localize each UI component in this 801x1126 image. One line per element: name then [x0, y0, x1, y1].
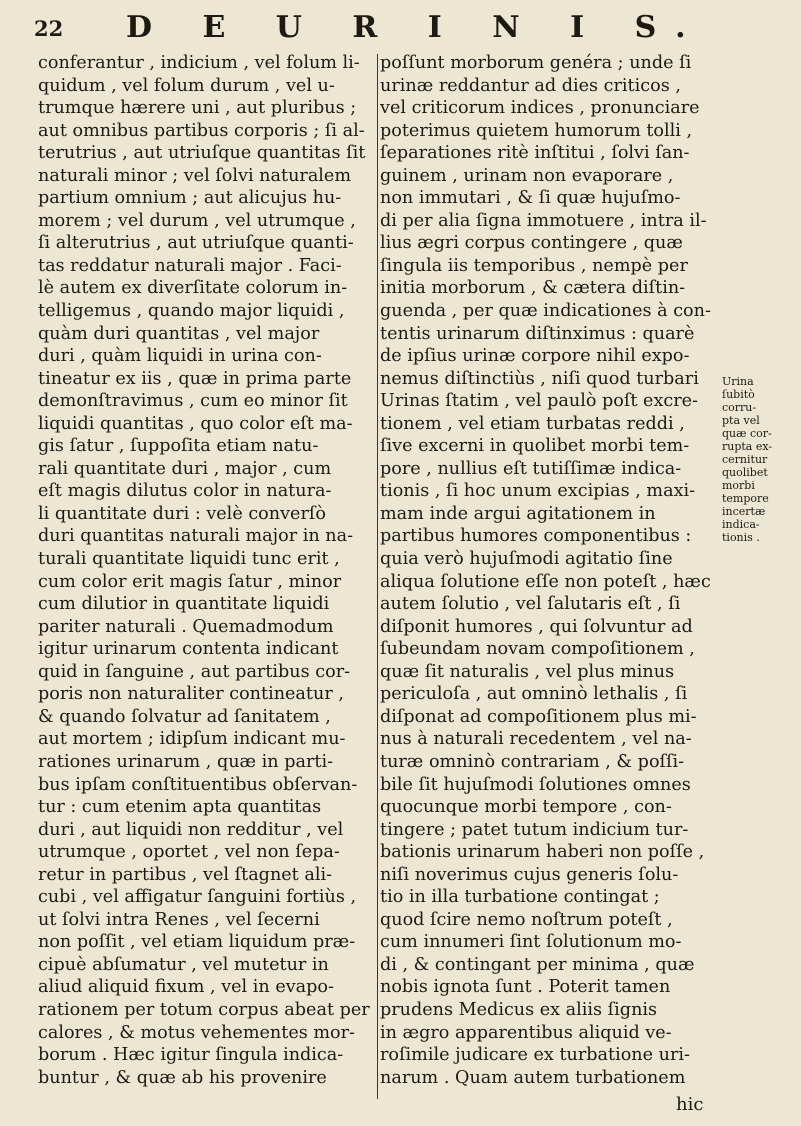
text-line: naturali minor ; vel ſolvi naturalem: [38, 165, 352, 186]
text-line: cum dilutior in quantitate liquidi: [38, 594, 330, 615]
text-line: non immutari , & ſi quæ hujuſmo-: [380, 188, 681, 209]
text-line: tentis urinarum diſtinximus : quarè: [380, 323, 695, 344]
text-line: quod ſcire nemo noſtrum poteſt ,: [380, 909, 673, 930]
text-line: rali quantitate duri , major , cum: [38, 458, 332, 479]
left-text-column: [38, 52, 374, 1089]
text-line: guinem , urinam non evaporare ,: [380, 165, 674, 186]
text-line: aut mortem ; idipſum indicant mu-: [38, 729, 346, 750]
text-line: borum . Hæc igitur ſingula indica-: [38, 1045, 344, 1066]
catchword: hic: [676, 1094, 704, 1115]
margin-note-line: quolibet: [722, 466, 768, 479]
text-line: prudens Medicus ex aliis ſignis: [380, 999, 658, 1020]
text-line: bile ſit hujuſmodi ſolutiones omnes: [380, 774, 691, 795]
text-line: tas reddatur naturali major . Faci-: [38, 255, 342, 276]
text-line: tur : cum etenim apta quantitas: [38, 797, 322, 818]
text-line: eſt magis dilutus color in natura-: [38, 481, 332, 502]
text-line: quocunque morbi tempore , con-: [380, 797, 672, 818]
margin-note-line: indica-: [722, 518, 760, 531]
text-line: utrumque , oportet , vel non ſepa-: [38, 842, 340, 863]
text-line: aut omnibus partibus corporis ; ſi al-: [38, 120, 365, 141]
text-line: duri , aut liquidi non redditur , vel: [38, 819, 344, 840]
text-line: poſſunt morborum genéra ; unde ſi: [380, 53, 692, 73]
text-line: Urinas ſtatim , vel paulò poſt excre-: [380, 391, 698, 412]
margin-note-line: tionis .: [722, 531, 760, 544]
text-line: ut ſolvi intra Renes , vel ſecerni: [38, 909, 320, 930]
text-line: tionis , ſi hoc unum excipias , maxi-: [380, 481, 696, 502]
text-line: urinæ reddantur ad dies criticos ,: [380, 75, 681, 96]
text-line: demonſtravimus , cum eo minor ſit: [38, 391, 348, 412]
text-line: roſimile judicare ex turbatione uri-: [380, 1045, 690, 1066]
margin-note-line: cernitur: [722, 453, 768, 466]
text-line: nobis ignota ſunt . Poterit tamen: [380, 977, 671, 998]
text-line: poris non naturaliter contineatur ,: [38, 684, 344, 705]
margin-note-line: tempore: [722, 492, 769, 505]
text-line: tionem , vel etiam turbatas reddi ,: [380, 413, 685, 434]
text-line: aliud aliquid fixum , vel in evapo-: [38, 977, 334, 998]
margin-note-line: morbi: [722, 479, 755, 492]
text-line: pore , nullius eſt tutiſſimæ indica-: [380, 458, 682, 479]
text-line: duri quantitas naturali major in na-: [38, 526, 354, 547]
text-line: quid in ſanguine , aut partibus cor-: [38, 661, 351, 682]
text-line: rationem per totum corpus abeat per: [38, 999, 370, 1020]
text-line: nemus diſtinctiùs , niſi quod turbari: [380, 368, 699, 389]
margin-note-line: quæ cor-: [722, 427, 772, 440]
right-text-column: [380, 52, 718, 1089]
text-line: igitur urinarum contenta indicant: [38, 639, 339, 660]
marginal-note: [722, 375, 792, 544]
text-line: retur in partibus , vel ſtagnet ali-: [38, 864, 333, 885]
text-line: ſingula iis temporibus , nempè per: [380, 255, 688, 276]
text-line: nus à naturali recedentem , vel na-: [380, 729, 692, 750]
text-line: partibus humores componentibus :: [380, 526, 692, 547]
margin-note-line: pta vel: [722, 414, 760, 427]
text-line: cipuè abſumatur , vel mutetur in: [38, 954, 329, 975]
text-line: rationes urinarum , quæ in parti-: [38, 751, 334, 772]
text-line: tio in illa turbatione contingat ;: [380, 887, 660, 908]
text-line: mam inde argui agitationem in: [380, 503, 656, 524]
text-line: buntur , & quæ ab his provenire: [38, 1067, 327, 1088]
text-line: liquidi quantitas , quo color eſt ma-: [38, 413, 353, 434]
text-line: initia morborum , & cætera diſtin-: [380, 278, 686, 299]
text-line: autem ſolutio , vel ſalutaris eſt , ſi: [380, 594, 681, 615]
text-line: lè autem ex diverſitate colorum in-: [38, 278, 348, 299]
text-line: conferantur , indicium , vel folum li-: [38, 53, 360, 73]
text-line: quidum , vel folum durum , vel u-: [38, 75, 335, 96]
column-divider: [377, 54, 378, 1099]
text-line: vel criticorum indices , pronunciare: [380, 98, 700, 119]
margin-note-line: ſubitò: [722, 388, 755, 401]
text-line: bationis urinarum haberi non poſſe ,: [380, 842, 705, 863]
text-line: ſi alterutrius , aut utriuſque quanti-: [38, 233, 354, 254]
text-line: lius ægri corpus contingere , quæ: [380, 233, 683, 254]
text-line: niſi noverimus cujus generis ſolu-: [380, 864, 679, 885]
page-header: [34, 10, 754, 50]
text-line: cum color erit magis ſatur , minor: [38, 571, 342, 592]
text-line: periculoſa , aut omninò lethalis , ſi: [380, 684, 688, 705]
margin-note-line: incertæ: [722, 505, 766, 518]
text-line: ſubeundam novam compoſitionem ,: [380, 639, 695, 660]
text-line: guenda , per quæ indicationes à con-: [380, 301, 711, 322]
text-line: diſponit humores , qui ſolvuntur ad: [380, 616, 693, 637]
text-line: bus ipſam conſtituentibus obſervan-: [38, 774, 358, 795]
text-line: narum . Quam autem turbationem: [380, 1067, 686, 1088]
text-line: in ægro apparentibus aliquid ve-: [380, 1022, 672, 1043]
text-line: duri , quàm liquidi in urina con-: [38, 346, 322, 367]
text-line: quàm duri quantitas , vel major: [38, 323, 320, 344]
text-line: diſponat ad compoſitionem plus mi-: [380, 706, 697, 727]
text-line: terutrius , aut utriuſque quantitas ſit: [38, 143, 366, 164]
text-line: di , & contingant per minima , quæ: [380, 954, 695, 975]
text-line: ſive excerni in quolibet morbi tem-: [380, 436, 690, 457]
page-number: 22: [34, 16, 64, 41]
text-line: aliqua ſolutione eſſe non poteſt , hæc: [380, 571, 711, 592]
text-line: tingere ; patet tutum indicium tur-: [380, 819, 689, 840]
text-line: de ipſius urinæ corpore nihil expo-: [380, 346, 690, 367]
margin-note-line: corru-: [722, 401, 757, 414]
text-line: morem ; vel durum , vel utrumque ,: [38, 210, 356, 231]
text-line: telligemus , quando major liquidi ,: [38, 301, 345, 322]
text-line: di per alia ſigna immotuere , intra il-: [380, 210, 707, 231]
margin-note-line: rupta ex-: [722, 440, 773, 453]
running-head: D E U R I N I S.: [126, 10, 706, 45]
text-line: calores , & motus vehementes mor-: [38, 1022, 355, 1043]
text-line: non poſſit , vel etiam liquidum præ-: [38, 932, 356, 953]
text-line: trumque hærere uni , aut pluribus ;: [38, 98, 357, 119]
text-line: ſeparationes ritè inſtitui , ſolvi ſan-: [380, 143, 690, 164]
text-line: turæ omninò contrariam , & poſſi-: [380, 751, 685, 772]
text-line: poterimus quietem humorum tolli ,: [380, 120, 693, 141]
text-line: cubi , vel affigatur ſanguini fortiùs ,: [38, 887, 357, 908]
text-line: cum innumeri ſint ſolutionum mo-: [380, 932, 682, 953]
text-line: gis ſatur , ſuppoſita etiam natu-: [38, 436, 319, 457]
text-line: turali quantitate liquidi tunc erit ,: [38, 549, 340, 570]
text-line: li quantitate duri : velè converſò: [38, 503, 326, 524]
text-line: & quando ſolvatur ad ſanitatem ,: [38, 706, 331, 727]
text-line: partium omnium ; aut alicujus hu-: [38, 188, 342, 209]
text-line: quæ ſit naturalis , vel plus minus: [380, 661, 675, 682]
text-line: pariter naturali . Quemadmodum: [38, 616, 334, 637]
margin-note-line: Urina: [722, 375, 754, 388]
text-line: quia verò hujuſmodi agitatio ſine: [380, 549, 673, 570]
text-line: tineatur ex iis , quæ in prima parte: [38, 368, 352, 389]
